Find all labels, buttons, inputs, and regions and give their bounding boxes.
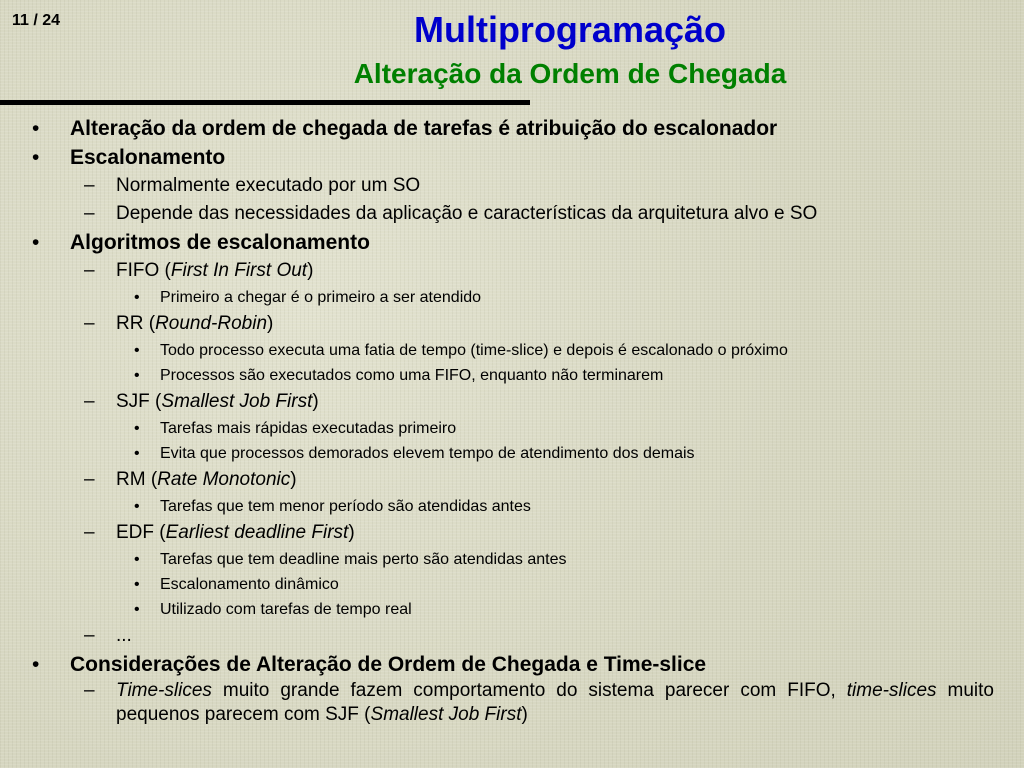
detail-text: Tarefas que tem menor período são atendidas antes: [160, 498, 531, 515]
detail-edf-3: [0, 597, 1024, 622]
detail-edf-1: [0, 547, 1024, 572]
bullet-escalonamento: [0, 143, 1024, 172]
detail-fifo-1: [0, 285, 1024, 310]
algorithm-fullname: Rate Monotonic: [157, 469, 291, 490]
subbullet-text: Depende das necessidades da aplicação e características da arquitetura alvo e SO: [116, 203, 818, 224]
bullet-icon: •: [32, 146, 40, 169]
dash-icon: –: [84, 203, 95, 224]
detail-text: Utilizado com tarefas de tempo real: [160, 601, 412, 618]
detail-text: Escalonamento dinâmico: [160, 576, 339, 593]
bullet-icon: •: [134, 551, 140, 568]
bullet-icon: •: [134, 420, 140, 437]
subbullet-fifo: [0, 257, 1024, 285]
algorithm-close: ): [267, 313, 274, 334]
detail-sjf-1: [0, 416, 1024, 441]
subbullet-sjf: [0, 388, 1024, 416]
subbullet-depende: [0, 200, 1024, 228]
dash-icon: –: [84, 313, 95, 334]
bullet-algoritmos: [0, 228, 1024, 257]
bullet-text: Alteração da ordem de chegada de tarefas é atribuição do escalonador: [70, 117, 778, 140]
algorithm-fullname: Round-Robin: [155, 313, 268, 334]
bullet-icon: •: [134, 601, 140, 618]
algorithm-fullname: Earliest deadline First: [165, 522, 349, 543]
bullet-icon: •: [134, 498, 140, 515]
algorithm-abbrev: FIFO (: [116, 260, 171, 281]
subbullet-text: muito pequenos parecem com SJF (: [116, 680, 994, 725]
detail-text: Tarefas mais rápidas executadas primeiro: [160, 420, 457, 437]
algorithm-fullname: First In First Out: [170, 260, 308, 281]
subbullet-rm: [0, 466, 1024, 494]
detail-text: Tarefas que tem deadline mais perto são atendidas antes: [160, 551, 567, 568]
bullet-alteracao: [0, 114, 1024, 143]
subbullet-rr: [0, 310, 1024, 338]
bullet-consideracoes: [0, 650, 1024, 679]
dash-icon: –: [84, 175, 95, 196]
slide-title: Multiprogramação: [413, 9, 727, 50]
detail-rm-1: [0, 494, 1024, 519]
term-time-slices: Time-slices: [116, 680, 212, 701]
bullet-icon: •: [134, 576, 140, 593]
page-number: 11 / 24: [12, 12, 61, 29]
bullet-icon: •: [134, 342, 140, 359]
detail-text: Processos são executados como uma FIFO, enquanto não terminarem: [160, 367, 664, 384]
bullet-text: Considerações de Alteração de Ordem de Chegada e Time-slice: [70, 653, 707, 676]
slide-subtitle: Alteração da Ordem de Chegada: [353, 58, 787, 89]
subbullet-text: muito grande fazem comportamento do sistema parecer com FIFO,: [211, 680, 847, 701]
algorithm-fullname: Smallest Job First: [161, 391, 313, 412]
subbullet-time-slices: [0, 679, 1024, 727]
detail-sjf-2: [0, 441, 1024, 466]
subbullet-text: ...: [116, 625, 132, 646]
algorithm-abbrev: EDF (: [116, 522, 166, 543]
detail-text: Evita que processos demorados elevem tempo de atendimento dos demais: [160, 445, 695, 462]
detail-edf-2: [0, 572, 1024, 597]
bullet-icon: •: [32, 117, 40, 140]
algorithm-close: ): [290, 469, 297, 490]
term-time-slices: time-slices: [846, 680, 937, 701]
bullet-text: Algoritmos de escalonamento: [70, 231, 370, 254]
detail-text: Primeiro a chegar é o primeiro a ser atendido: [160, 289, 482, 306]
subbullet-text: ): [521, 704, 528, 725]
bullet-icon: •: [134, 289, 140, 306]
detail-rr-1: [0, 338, 1024, 363]
algorithm-fullname: Smallest Job First: [370, 704, 522, 725]
subbullet-ellipsis: [0, 622, 1024, 650]
dash-icon: –: [84, 469, 95, 490]
bullet-icon: •: [32, 653, 40, 676]
dash-icon: –: [84, 260, 95, 281]
bullet-icon: •: [32, 231, 40, 254]
subbullet-edf: [0, 519, 1024, 547]
algorithm-abbrev: RR (: [116, 313, 156, 334]
dash-icon: –: [84, 625, 95, 646]
detail-text: Todo processo executa uma fatia de tempo (time-slice) e depois é escalonado o próximo: [160, 342, 788, 359]
bullet-icon: •: [134, 367, 140, 384]
subbullet-text: Normalmente executado por um SO: [116, 175, 421, 196]
algorithm-close: ): [348, 522, 355, 543]
dash-icon: –: [84, 522, 95, 543]
algorithm-abbrev: SJF (: [116, 391, 162, 412]
algorithm-close: ): [312, 391, 319, 412]
subbullet-normalmente: [0, 172, 1024, 200]
title-divider: [0, 100, 530, 105]
algorithm-close: ): [307, 260, 314, 281]
dash-icon: –: [84, 680, 95, 701]
slide-body: [0, 114, 1024, 727]
detail-rr-2: [0, 363, 1024, 388]
bullet-text: Escalonamento: [70, 146, 226, 169]
bullet-icon: •: [134, 445, 140, 462]
dash-icon: –: [84, 391, 95, 412]
algorithm-abbrev: RM (: [116, 469, 158, 490]
